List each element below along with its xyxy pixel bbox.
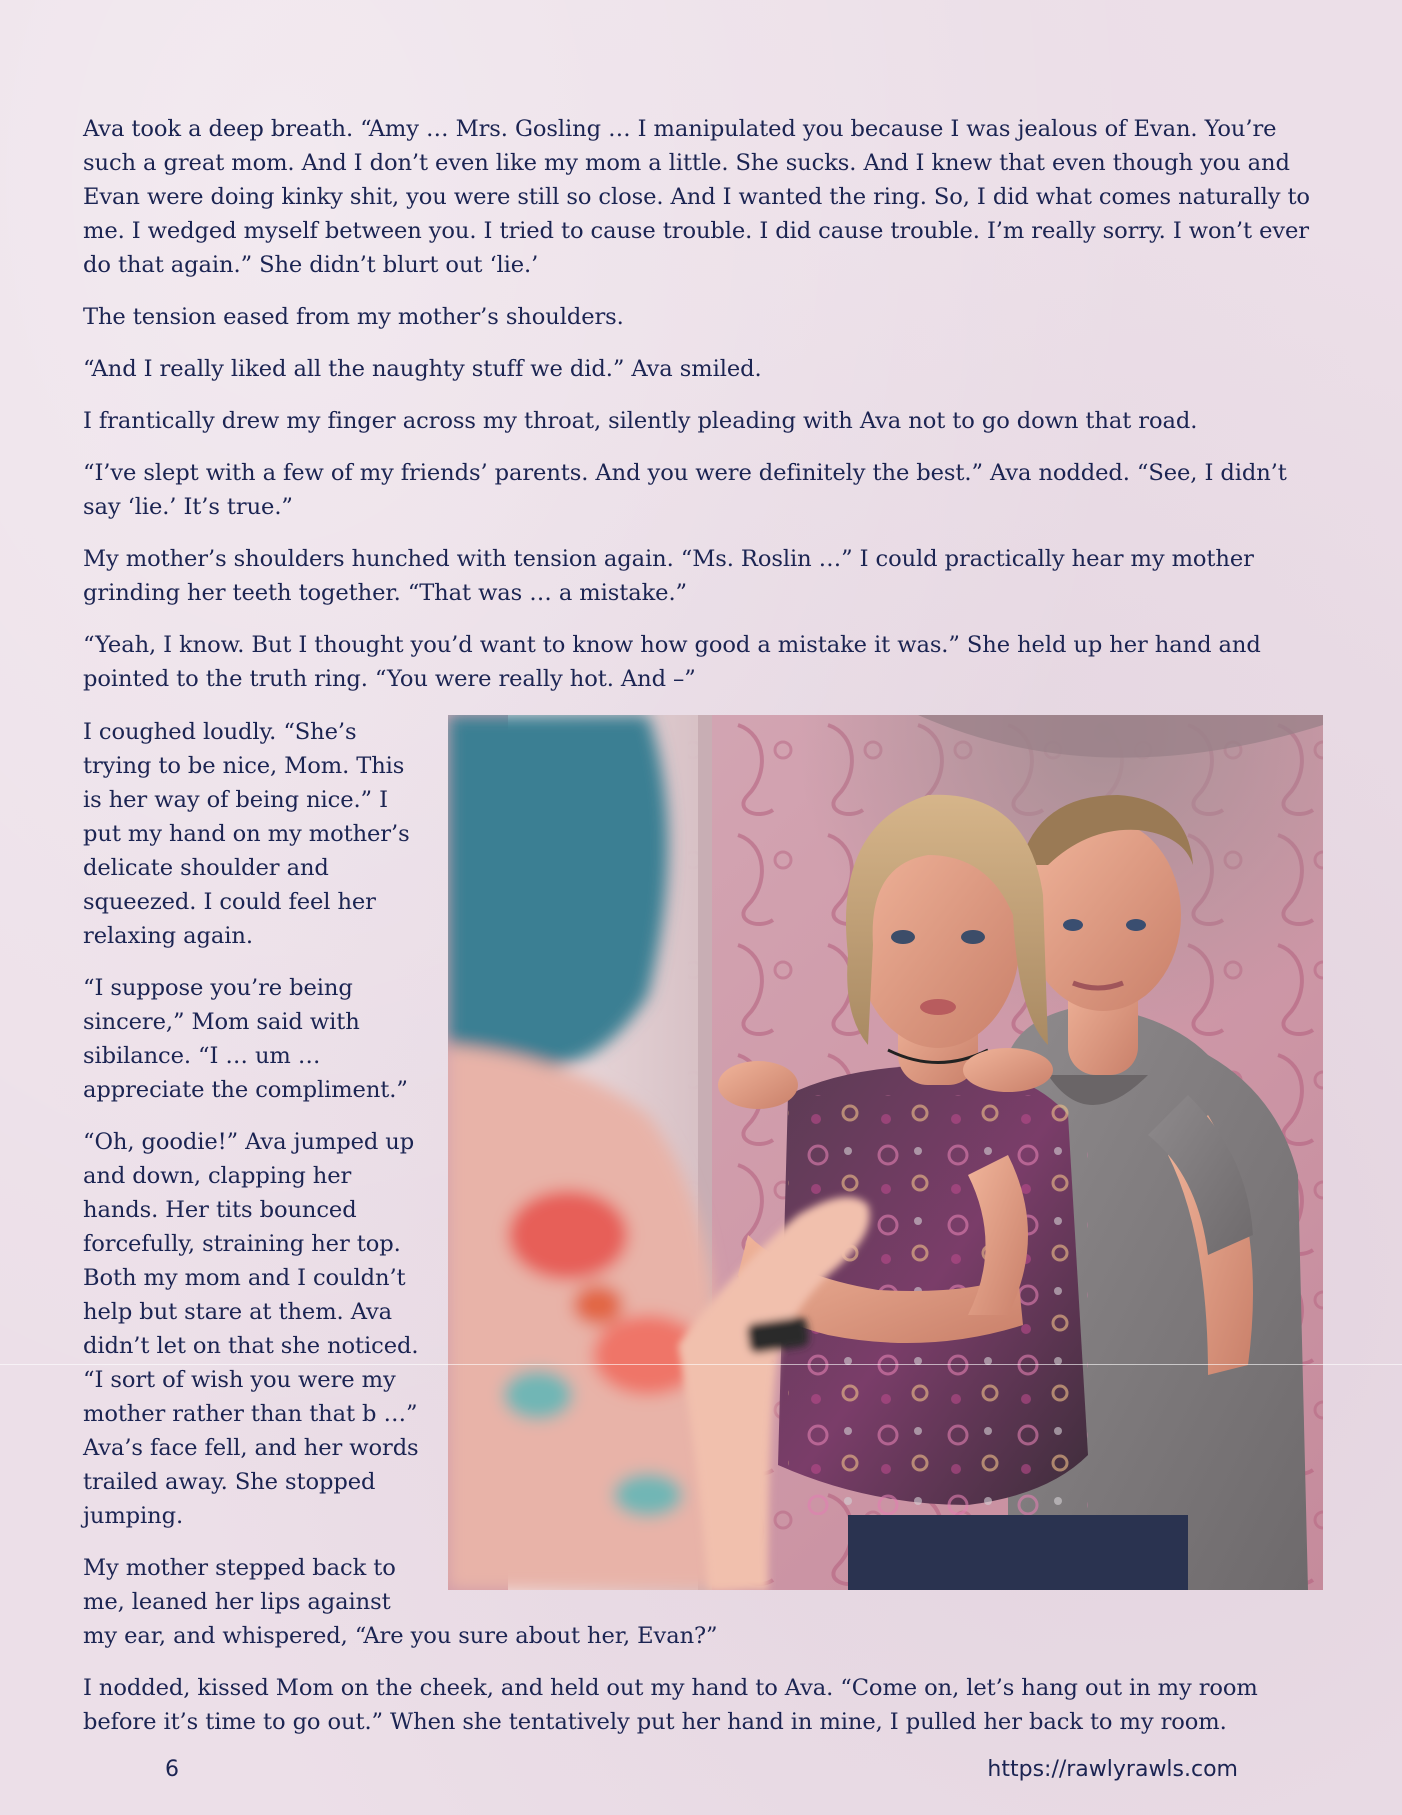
paragraph-8: I coughed loudly. “She’s trying to be nice, Mom. This is her way of being nice.” I put my hand on my mother’s delicate shoulder and squeezed. I could feel her relaxing again. (83, 719, 410, 949)
paragraph-11: My mother stepped back to me, leaned her lips against my ear, and whispered, “Are you sure about her, Evan?” (83, 1555, 718, 1649)
paragraph-5: “I’ve slept with a few of my friends’ parents. And you were definitely the best.” Ava nodded. “See, I didn’t say ‘lie.’ It’s true.” (83, 460, 1287, 520)
story-text (83, 112, 1323, 1757)
paragraph-1: Ava took a deep breath. “Amy … Mrs. Gosling … I manipulated you because I was jealous of Evan. You’re such a great mom. And I don’t even like my mom a little. She sucks. And I knew that even though you and Evan were doing kinky shit, you were still so close. And I wanted the ring. So, I did what comes naturally to me. I wedged myself between you. I tried to cause trouble. I did cause trouble. I’m really sorry. I won’t ever do that again.” She didn’t blurt out ‘lie.’ (83, 116, 1310, 278)
paragraph-2: The tension eased from my mother’s shoulders. (83, 304, 624, 330)
paragraph-10: “Oh, goodie!” Ava jumped up and down, clapping her hands. Her tits bounced forcefully, straining her top. Both my mom and I couldn’t help but stare at them. Ava didn’t let on that she noticed. “I sort of wish you were my mother rather than that b …” Ava’s face fell, and her words trailed away. She stopped jumping. (83, 1129, 419, 1529)
illustration-scene (448, 715, 1323, 1590)
page-divider-line (0, 1364, 1402, 1365)
footer-url: https://rawlyrawls.com (987, 1757, 1238, 1782)
paragraph-9: “I suppose you’re being sincere,” Mom said with sibilance. “I … um … appreciate the compliment.” (83, 975, 408, 1103)
paragraph-3: “And I really liked all the naughty stuff we did.” Ava smiled. (83, 356, 762, 382)
page-number: 6 (165, 1757, 179, 1782)
story-illustration (448, 715, 1323, 1590)
paragraph-12: I nodded, kissed Mom on the cheek, and held out my hand to Ava. “Come on, let’s hang out in my room before it’s time to go out.” When she tentatively put her hand in mine, I pulled her back to my room. (83, 1675, 1258, 1735)
paragraph-6: My mother’s shoulders hunched with tension again. “Ms. Roslin …” I could practically hear my mother grinding her teeth together. “That was … a mistake.” (83, 546, 1254, 606)
paragraph-7: “Yeah, I know. But I thought you’d want to know how good a mistake it was.” She held up her hand and pointed to the truth ring. “You were really hot. And –” (83, 632, 1261, 692)
paragraph-4: I frantically drew my finger across my throat, silently pleading with Ava not to go down that road. (83, 408, 1198, 434)
